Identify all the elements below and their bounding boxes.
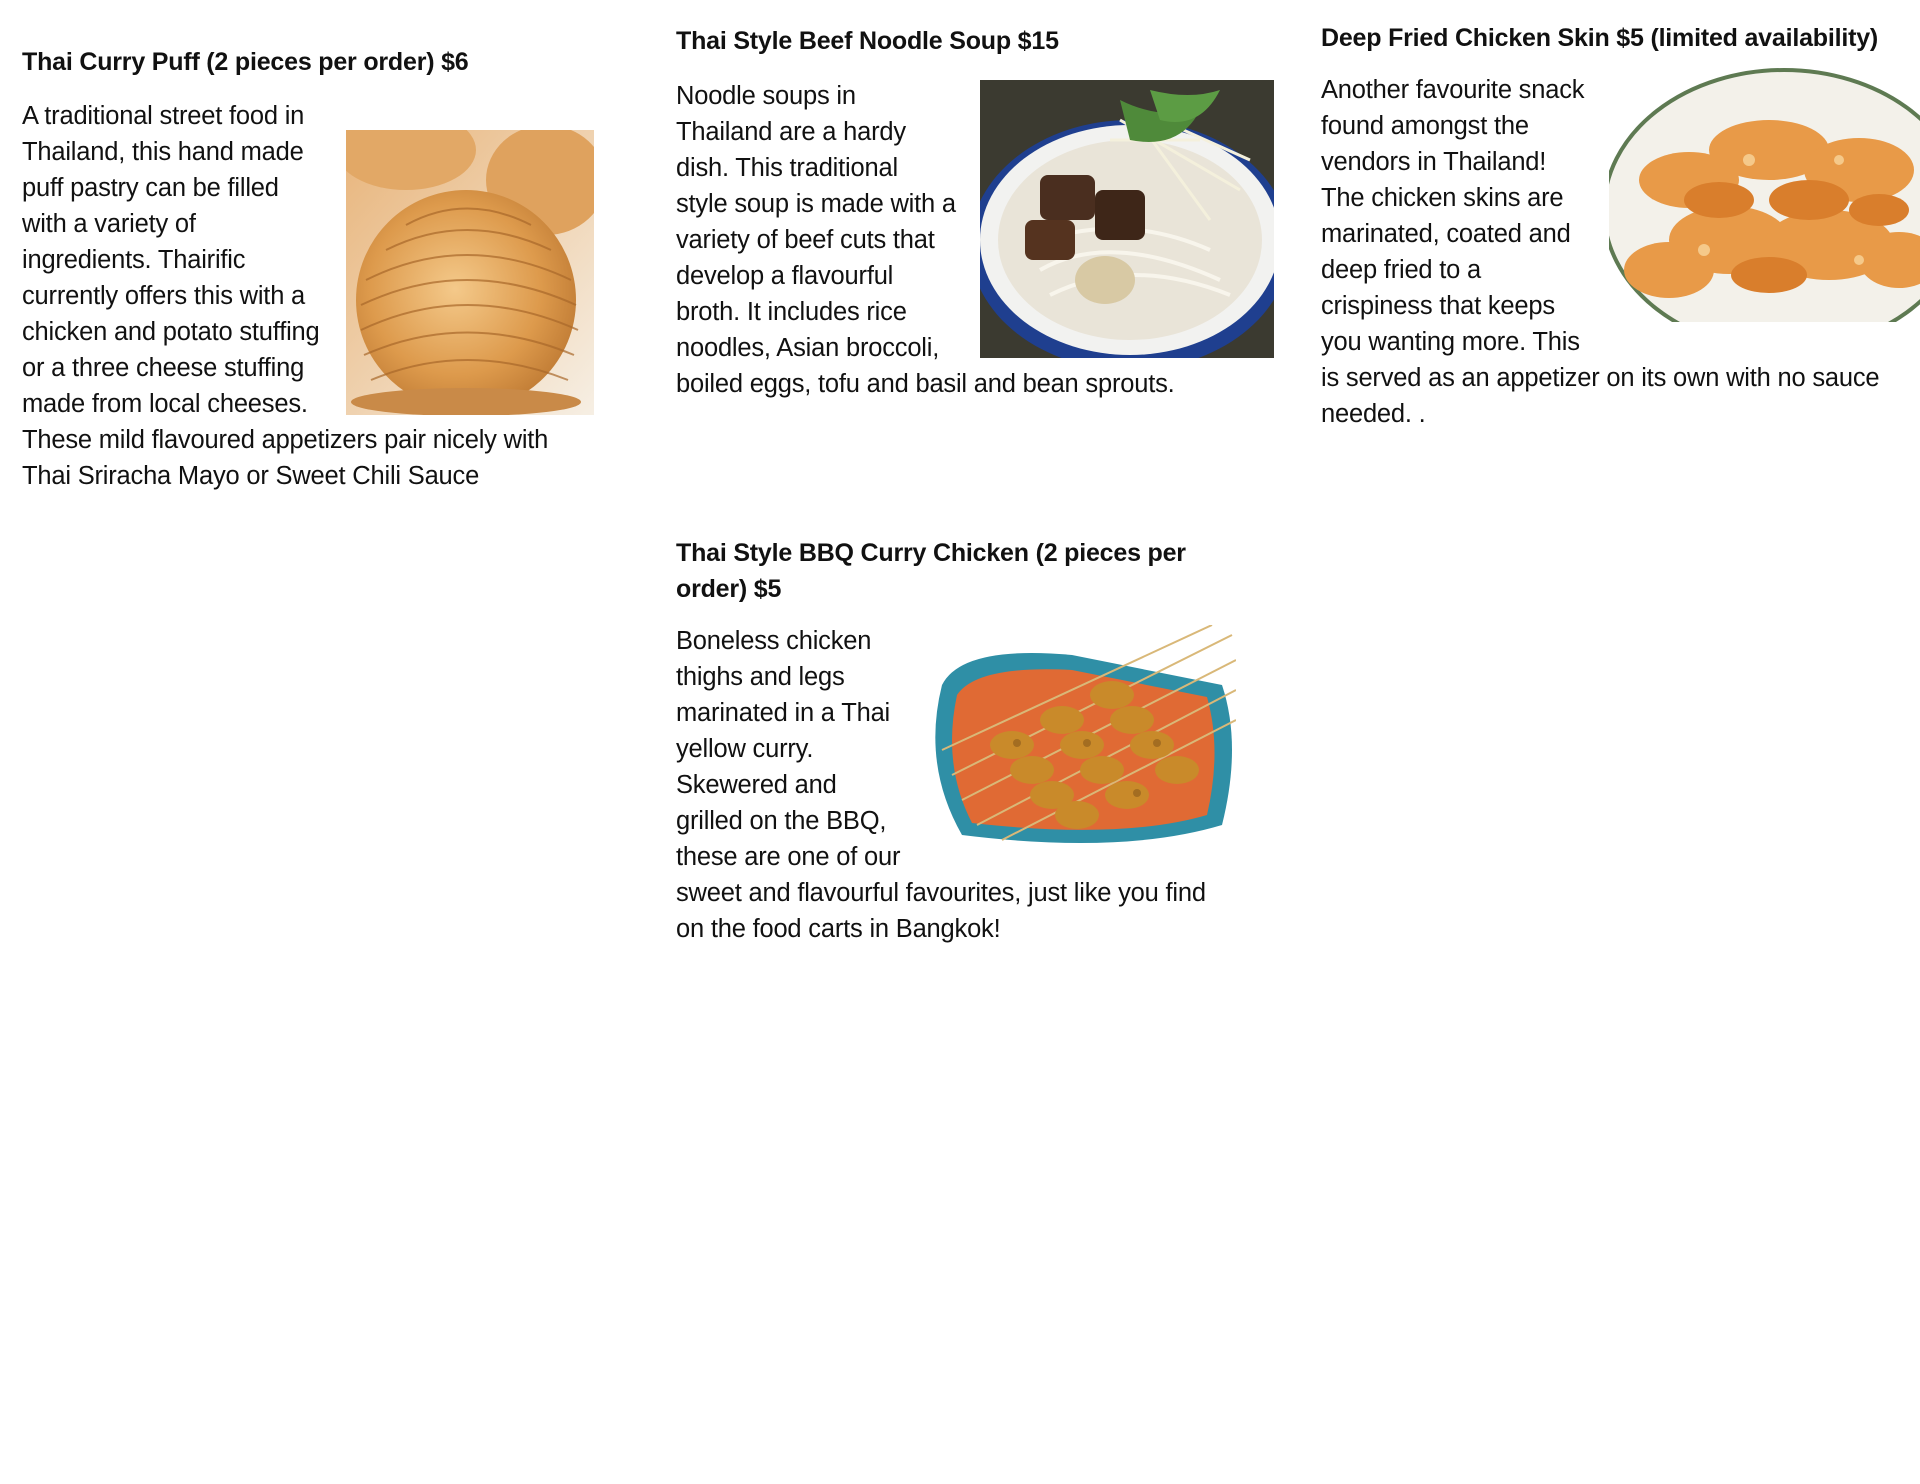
menu-item-curry-puff <box>22 44 602 494</box>
item-title: Thai Curry Puff (2 pieces per order) $6 <box>22 48 469 76</box>
item-title: Thai Style BBQ Curry Chicken (2 pieces per order) $5 <box>676 539 1186 603</box>
item-description: Boneless chicken thighs and legs marinated in a Thai yellow curry. Skewered and grilled on the BBQ, these are one of our sweet and flavourful favourites, just like you find on the food carts in Bangkok! <box>676 627 1206 943</box>
beef-noodle-soup-photo <box>980 80 1274 358</box>
item-description: Another favourite snack found amongst the vendors in Thailand! The chicken skins are marinated, coated and deep fried to a crispiness that keeps you wanting more. This is served as an appetizer on its own with no sauce needed. . <box>1321 76 1880 428</box>
menu-item-bbq-curry-chicken <box>676 535 1236 947</box>
item-title: Deep Fried Chicken Skin $5 (limited availability) <box>1321 24 1879 52</box>
item-title: Thai Style Beef Noodle Soup $15 <box>676 27 1059 55</box>
item-description: Noodle soups in Thailand are a hardy dish. This traditional style soup is made with a variety of beef cuts that develop a flavourful broth. It includes rice noodles, Asian broccoli, boiled eggs, tofu and basil and bean sprouts. <box>676 82 1175 398</box>
item-description: A traditional street food in Thailand, this hand made puff pastry can be filled with a variety of ingredients. Thairific currently offers this with a chicken and potato stuffing or a three cheese stuffing made from local cheeses. These mild flavoured appetizers pair nicely with Thai Sriracha Mayo or Sweet Chili Sauce <box>22 102 549 490</box>
bbq-chicken-skewers-photo <box>922 625 1236 857</box>
fried-chicken-skin-photo <box>1609 60 1920 322</box>
curry-puff-photo <box>346 130 594 415</box>
menu-item-fried-chicken-skin <box>1321 20 1920 432</box>
menu-item-beef-noodle-soup <box>676 23 1274 402</box>
